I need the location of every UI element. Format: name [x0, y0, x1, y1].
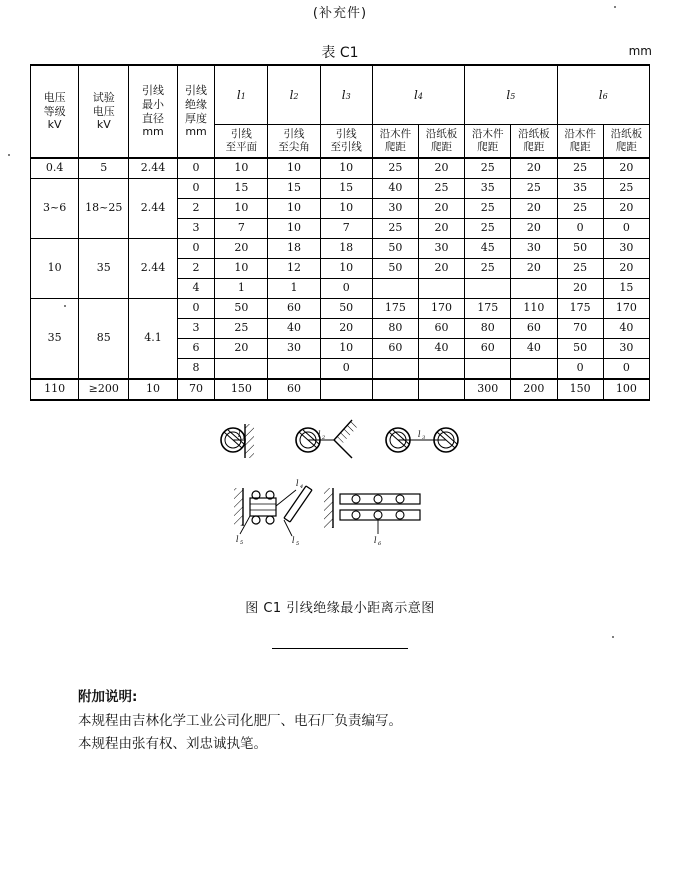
supplement-note: (补充件) — [312, 6, 368, 21]
table-row: 2 10 10 10 30 20 25 20 25 20 — [31, 199, 650, 219]
svg-text:2: 2 — [322, 435, 326, 441]
subheader-l3: 引线 至引线 — [320, 125, 372, 159]
scan-speck — [8, 154, 10, 156]
header-l2: l2 — [268, 65, 320, 125]
sketch-l4-l5 — [234, 479, 312, 547]
table-row: 35 85 4.1 0 50 60 50 175 170 175 110 175 170 — [31, 299, 650, 319]
header-voltage-level: 电压 等级 kV — [31, 65, 79, 158]
sketch-l3 — [386, 428, 458, 452]
subheader-l6-board: 沿纸板 爬距 — [603, 125, 649, 159]
svg-text:1: 1 — [242, 435, 246, 441]
svg-text:l: l — [374, 536, 377, 545]
sketch-l6 — [324, 488, 420, 547]
sketch-l2 — [296, 420, 358, 458]
figure-diagram — [0, 410, 680, 590]
svg-text:l: l — [418, 430, 421, 439]
scan-speck — [612, 636, 614, 638]
sketch-l1 — [221, 424, 254, 458]
subheader-l4-board: 沿纸板 爬距 — [418, 125, 464, 159]
svg-text:l: l — [318, 430, 321, 439]
table-caption: 表 C1 — [321, 45, 359, 61]
svg-text:5: 5 — [240, 540, 244, 546]
table-row: 2 10 12 10 50 20 25 20 25 20 — [31, 259, 650, 279]
svg-text:5: 5 — [296, 541, 300, 547]
svg-text:3: 3 — [422, 435, 426, 441]
svg-text:l: l — [236, 535, 239, 544]
svg-text:l: l — [238, 430, 241, 439]
notes-title: 附加说明: — [78, 689, 138, 705]
table-container — [30, 64, 650, 401]
subheader-l6-wood: 沿木件 爬距 — [557, 125, 603, 159]
header-test-voltage: 试验 电压 kV — [79, 65, 129, 158]
table-row: 3 7 10 7 25 20 25 20 0 0 — [31, 219, 650, 239]
table-row: 3 25 40 20 80 60 80 60 70 40 — [31, 319, 650, 339]
header-l3: l3 — [320, 65, 372, 125]
table-row: 3~6 18~25 2.44 0 15 15 15 40 25 35 25 35 25 — [31, 179, 650, 199]
unit-label: mm — [628, 44, 652, 58]
header-l1: l1 — [215, 65, 268, 125]
figure-caption: 图 C1 引线绝缘最小距离示意图 — [245, 601, 435, 616]
table-row: 10 35 2.44 0 20 18 18 50 30 45 30 50 30 — [31, 239, 650, 259]
附加说明-block — [78, 686, 402, 757]
table-row: 110 ≥200 10 70 150 60 300 200 150 100 — [31, 379, 650, 400]
subheader-l2: 引线 至尖角 — [268, 125, 320, 159]
table-row: 4 1 1 0 20 15 — [31, 279, 650, 299]
header-insulation-thickness: 引线 绝缘 厚度 mm — [177, 65, 215, 158]
header-l6: l6 — [557, 65, 649, 125]
section-divider — [272, 648, 408, 649]
notes-line-2: 本规程由张有权、刘忠诚执笔。 — [78, 736, 267, 753]
header-l4: l4 — [372, 65, 464, 125]
header-l5: l5 — [465, 65, 557, 125]
svg-text:4: 4 — [300, 484, 304, 490]
notes-line-1: 本规程由吉林化学工业公司化肥厂、电石厂负责编写。 — [78, 712, 402, 729]
scan-speck — [614, 6, 616, 8]
subheader-l1: 引线 至平面 — [215, 125, 268, 159]
table-row: 6 20 30 10 60 40 60 40 50 30 — [31, 339, 650, 359]
svg-text:6: 6 — [378, 541, 382, 547]
svg-text:l: l — [296, 479, 299, 488]
subheader-l5-board: 沿纸板 爬距 — [511, 125, 557, 159]
spec-table — [30, 64, 650, 401]
table-row: 0.4 5 2.44 0 10 10 10 25 20 25 20 25 20 — [31, 158, 650, 179]
subheader-l5-wood: 沿木件 爬距 — [465, 125, 511, 159]
subheader-l4-wood: 沿木件 爬距 — [372, 125, 418, 159]
table-row: 8 0 0 0 — [31, 359, 650, 380]
scan-speck — [64, 305, 66, 307]
svg-text:l: l — [292, 536, 295, 545]
header-min-diameter: 引线 最小 直径 mm — [129, 65, 177, 158]
table-header-row-main — [31, 65, 650, 125]
